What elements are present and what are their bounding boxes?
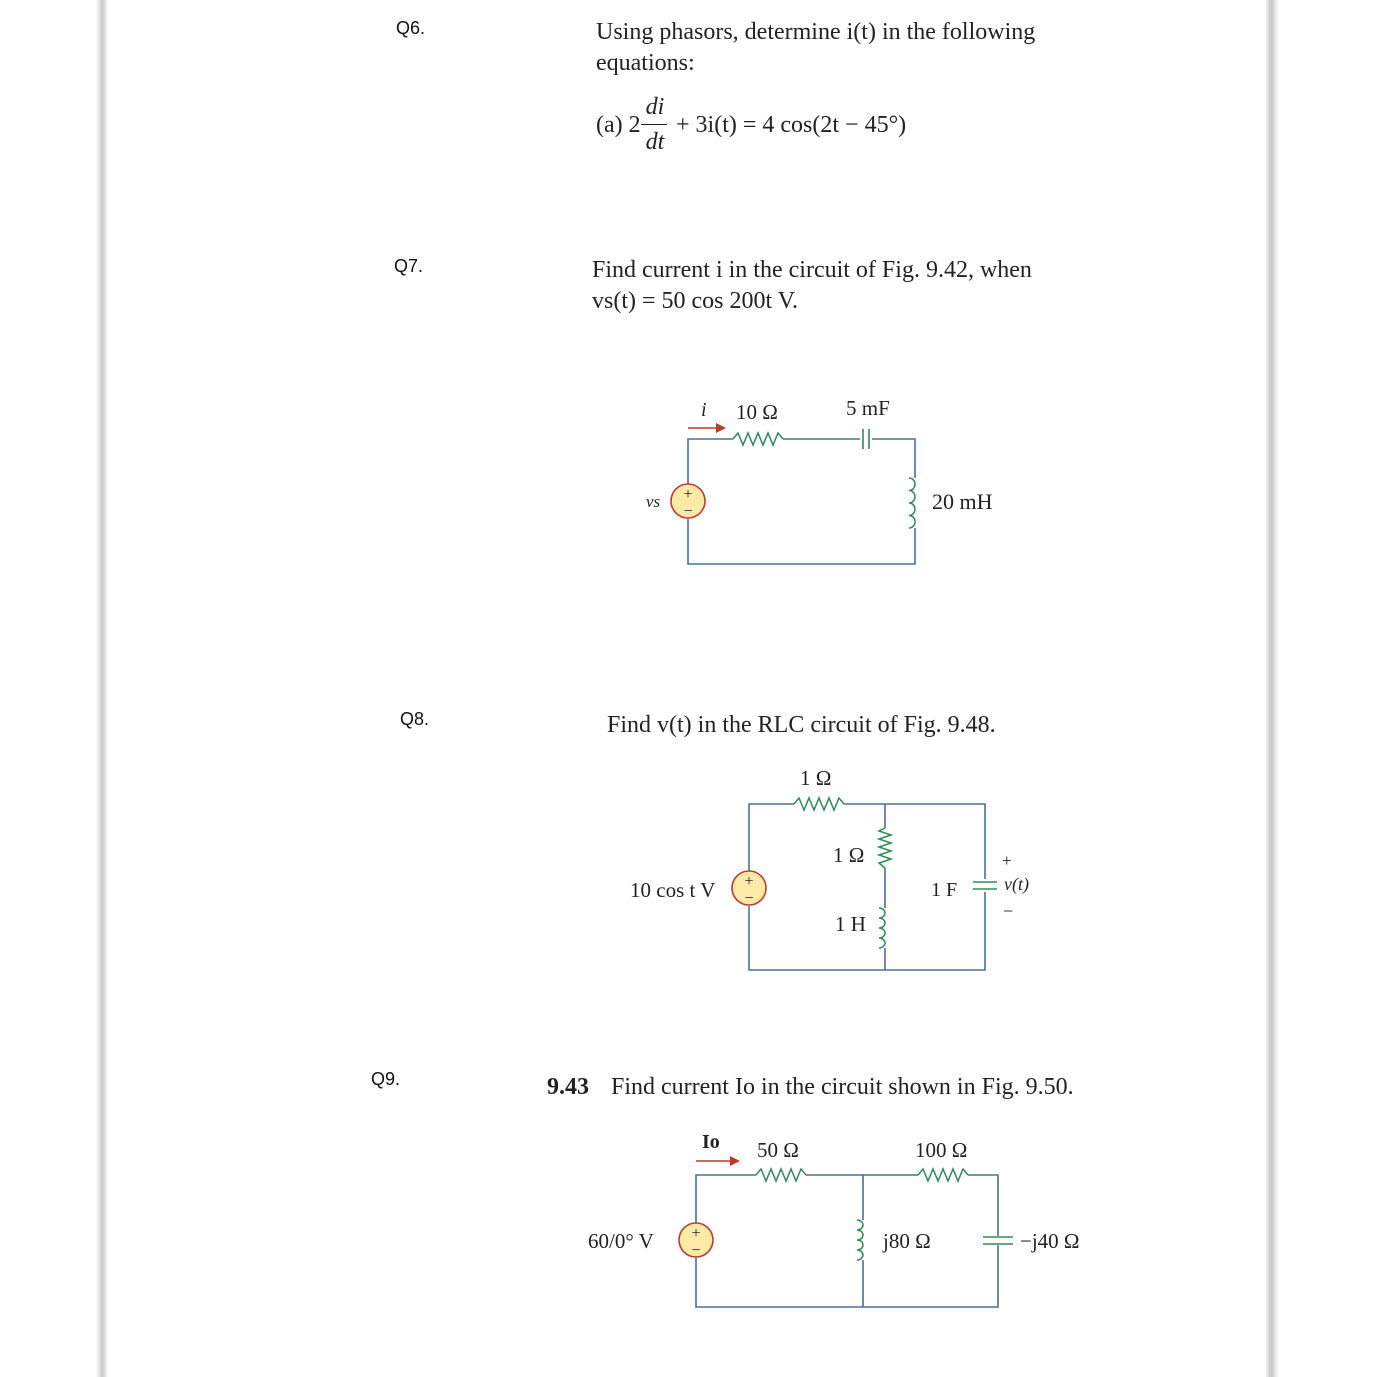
- q9-text-line1: Find current Io in the circuit shown in Fig. 9.50.: [611, 1074, 1074, 1100]
- q6-equation-rest: + 3i(t) = 4 cos(2t − 45°): [676, 112, 907, 138]
- question-number-q9: Q9.: [371, 1069, 401, 1089]
- q9-inductor-label: j80 Ω: [883, 1229, 931, 1253]
- q7-inductor-label: 20 mH: [932, 489, 993, 514]
- q8-source-minus: −: [744, 890, 754, 907]
- q9-wire: [696, 1175, 756, 1223]
- q9-inductor-j80: [857, 1220, 863, 1260]
- q9-resistor-100-ohm: [918, 1169, 968, 1181]
- q8-capacitor-label: 1 F: [931, 879, 958, 901]
- q9-voltage-source: [679, 1223, 713, 1259]
- q7-capacitor-label: 5 mF: [846, 396, 890, 420]
- q8-source-label: 10 cos t V: [630, 878, 716, 902]
- q9-capacitor-j40: [983, 1237, 1013, 1244]
- q8-inductor-label: 1 H: [835, 912, 866, 936]
- q9-problem-number: 9.43: [547, 1074, 589, 1100]
- q7-text-line1: Find current i in the circuit of Fig. 9.42, when: [592, 257, 1032, 283]
- q8-resistor-top-label: 1 Ω: [800, 766, 832, 790]
- q8-resistor-mid-label: 1 Ω: [833, 843, 865, 867]
- q9-source-plus: +: [691, 1225, 701, 1242]
- q7-source-minus: −: [683, 503, 693, 520]
- q6-text-line2: equations:: [596, 50, 695, 76]
- q8-vt-minus: −: [1003, 901, 1014, 921]
- q6-fraction-numerator: di: [645, 94, 665, 120]
- question-number-q6: Q6.: [396, 18, 426, 38]
- q8-source-plus: +: [744, 873, 754, 890]
- q7-source-plus: +: [683, 486, 693, 503]
- q9-resistor-50-ohm: [756, 1169, 806, 1181]
- q6-text-line1: Using phasors, determine i(t) in the following: [596, 19, 1036, 45]
- q7-resistor-label: 10 Ω: [736, 400, 778, 424]
- q9-source-minus: −: [691, 1242, 701, 1259]
- q7-text-line2: vs(t) = 50 cos 200t V.: [592, 288, 798, 314]
- q8-text-line1: Find v(t) in the RLC circuit of Fig. 9.48.: [607, 712, 996, 738]
- q6-equation-prefix: (a) 2: [596, 112, 641, 138]
- question-number-q8: Q8.: [400, 709, 430, 729]
- q8-vt-label: v(t): [1004, 874, 1029, 894]
- q9-wire: [696, 1245, 998, 1307]
- q8-vt-plus: +: [1002, 851, 1012, 870]
- q7-source-label: vs: [646, 492, 661, 511]
- question-number-q7: Q7.: [394, 256, 424, 276]
- q9-resistor-50-label: 50 Ω: [757, 1138, 799, 1162]
- q9-current-label: Io: [702, 1131, 720, 1153]
- q9-current-arrow: [696, 1156, 740, 1166]
- q9-source-label: 60/0° V: [588, 1229, 654, 1253]
- q9-capacitor-label: −j40 Ω: [1020, 1229, 1080, 1253]
- q9-resistor-100-label: 100 Ω: [915, 1138, 968, 1162]
- q6-fraction-denominator: dt: [645, 129, 665, 155]
- q7-current-label: i: [701, 399, 707, 421]
- q9-wire: [968, 1175, 998, 1236]
